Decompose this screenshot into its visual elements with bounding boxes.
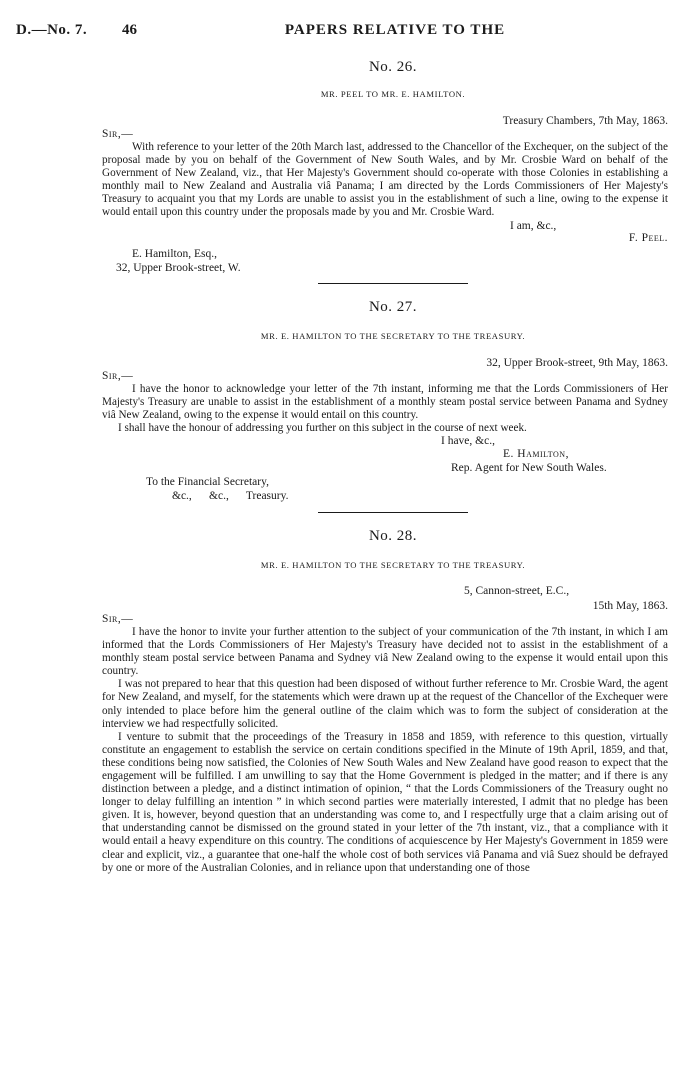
letter-paragraph: I have the honor to invite your further attention to the subject of your communication of the 7th instant, in which I am informed that the Lords Commissioners of Her Majesty's Treasury have decided not to assist in the establishment of a monthly steam postal service between Panama and Sydney viâ New Zealand owing to the expense it would entail upon this country. [102,625,668,678]
salutation: Sir,— [102,369,134,382]
letter-paragraph: I was not prepared to hear that this question had been disposed of without further reference to Mr. Crosbie Ward, the agent for New Zealand, and myself, for the statements which were drawn up at the request of the Chancellor of the Exchequer were only intended to place before him the general outline of the claim which was to form the subject of consideration at the interview we had respectfully solicited. [102,678,668,730]
closing: I am, &c., [510,219,557,232]
page-header [0,22,700,42]
page-number: 46 [122,22,137,38]
addressee-line: To the Financial Secretary, [146,476,269,489]
addressee-line: 32, Upper Brook-street, W. [116,261,241,274]
letter-heading: MR. PEEL TO MR. E. HAMILTON. [320,89,466,99]
letter-26 [102,58,668,275]
signature-title: Rep. Agent for New South Wales. [451,461,607,474]
letter-paragraph: I have the honor to acknowledge your letter of the 7th instant, informing me that the Lords Commissioners of Her Majesty's Treasury are unable to assist in the establishment of a monthly steam postal service between Panama and Sydney viâ New Zealand, owing to the expense it would entail on this country. [102,382,668,421]
salutation: Sir,— [102,128,134,140]
salutation: Sir,— [102,612,134,625]
letter-dateline-date: 15th May, 1863. [592,599,668,612]
letter-paragraph: I shall have the honour of addressing you further on this subject in the course of next week. [118,421,527,434]
section-divider [318,283,468,284]
letter-number: No. 26. [368,59,418,75]
letter-heading: MR. E. HAMILTON TO THE SECRETARY TO THE TREASURY. [260,560,526,571]
closing: I have, &c., [441,434,495,447]
letter-28 [102,527,668,874]
letter-dateline: 32, Upper Brook-street, 9th May, 1863. [486,356,668,369]
letter-number: No. 27. [368,298,418,315]
running-title: PAPERS RELATIVE TO THE [284,22,506,38]
addressee-line: E. Hamilton, Esq., [132,247,217,260]
letter-dateline: 5, Cannon-street, E.C., [464,585,570,598]
letter-number: No. 28. [368,528,418,545]
letter-paragraph: I venture to submit that the proceedings of the Treasury in 1858 and 1859, with reference to this question, virtually constitute an engagement to establish the service on certain conditions specified in the Minute of 19th April, 1859, and that, these conditions being now satisfied, the Colonies of New South Wales and New Zealand have good reason to expect that the engagement will be fulfilled. I am unwilling to say that the Home Government is pledged in the matter; and if there is any distinction between a pledge, and a distinct intimation of opinion, “ that the Lords Commissioners of the Treasury ought no longer to delay fulfilling an intention ” in which second parties were materially interested, I admit that no pledge has been given. It is, however, beyond question that an understanding was come to, and I respectfully urge that a claim arising out of that understanding cannot be dismissed on the ground stated in your letter of the 7th instant, viz., that a compliance with it would entail a heavy expenditure on this country. The conditions of acquiescence by Her Majesty's Government in 1859 were clear and explicit, viz., a guarantee that one-half the whole cost of both services viâ Panama and viâ Suez should be defrayed by one or more of the Australian Colonies, and in reliance upon that understanding one of those [102,730,668,874]
signature: E. Hamilton, [503,448,569,461]
letter-heading: MR. E. HAMILTON TO THE SECRETARY TO THE TREASURY. [260,330,526,341]
addressee-line: &c., &c., Treasury. [172,490,289,503]
letter-dateline: Treasury Chambers, 7th May, 1863. [502,115,668,127]
section-divider [318,512,468,513]
document-body [102,58,668,875]
signature: F. Peel. [628,232,668,245]
document-reference: D.—No. 7. [16,22,88,38]
letter-27 [102,298,668,504]
letter-paragraph: With reference to your letter of the 20th March last, addressed to the Chancellor of the Exchequer, on the subject of the proposal made by you on behalf of the Government of New South Wales, and by Mr. Crosbie Ward on behalf of the Government of New Zealand, viz., that Her Majesty's Government should co-operate with those Colonies in establishing a monthly mail to New Zealand and Australia viâ Panama; I am directed by the Lords Commissioners of Her Majesty's Treasury to acquaint you that my Lords are unable to assist you in the establishment of such a line, owing to the expense it would entail upon this country under the proposals made by you and Mr. Crosbie Ward. [102,141,668,219]
